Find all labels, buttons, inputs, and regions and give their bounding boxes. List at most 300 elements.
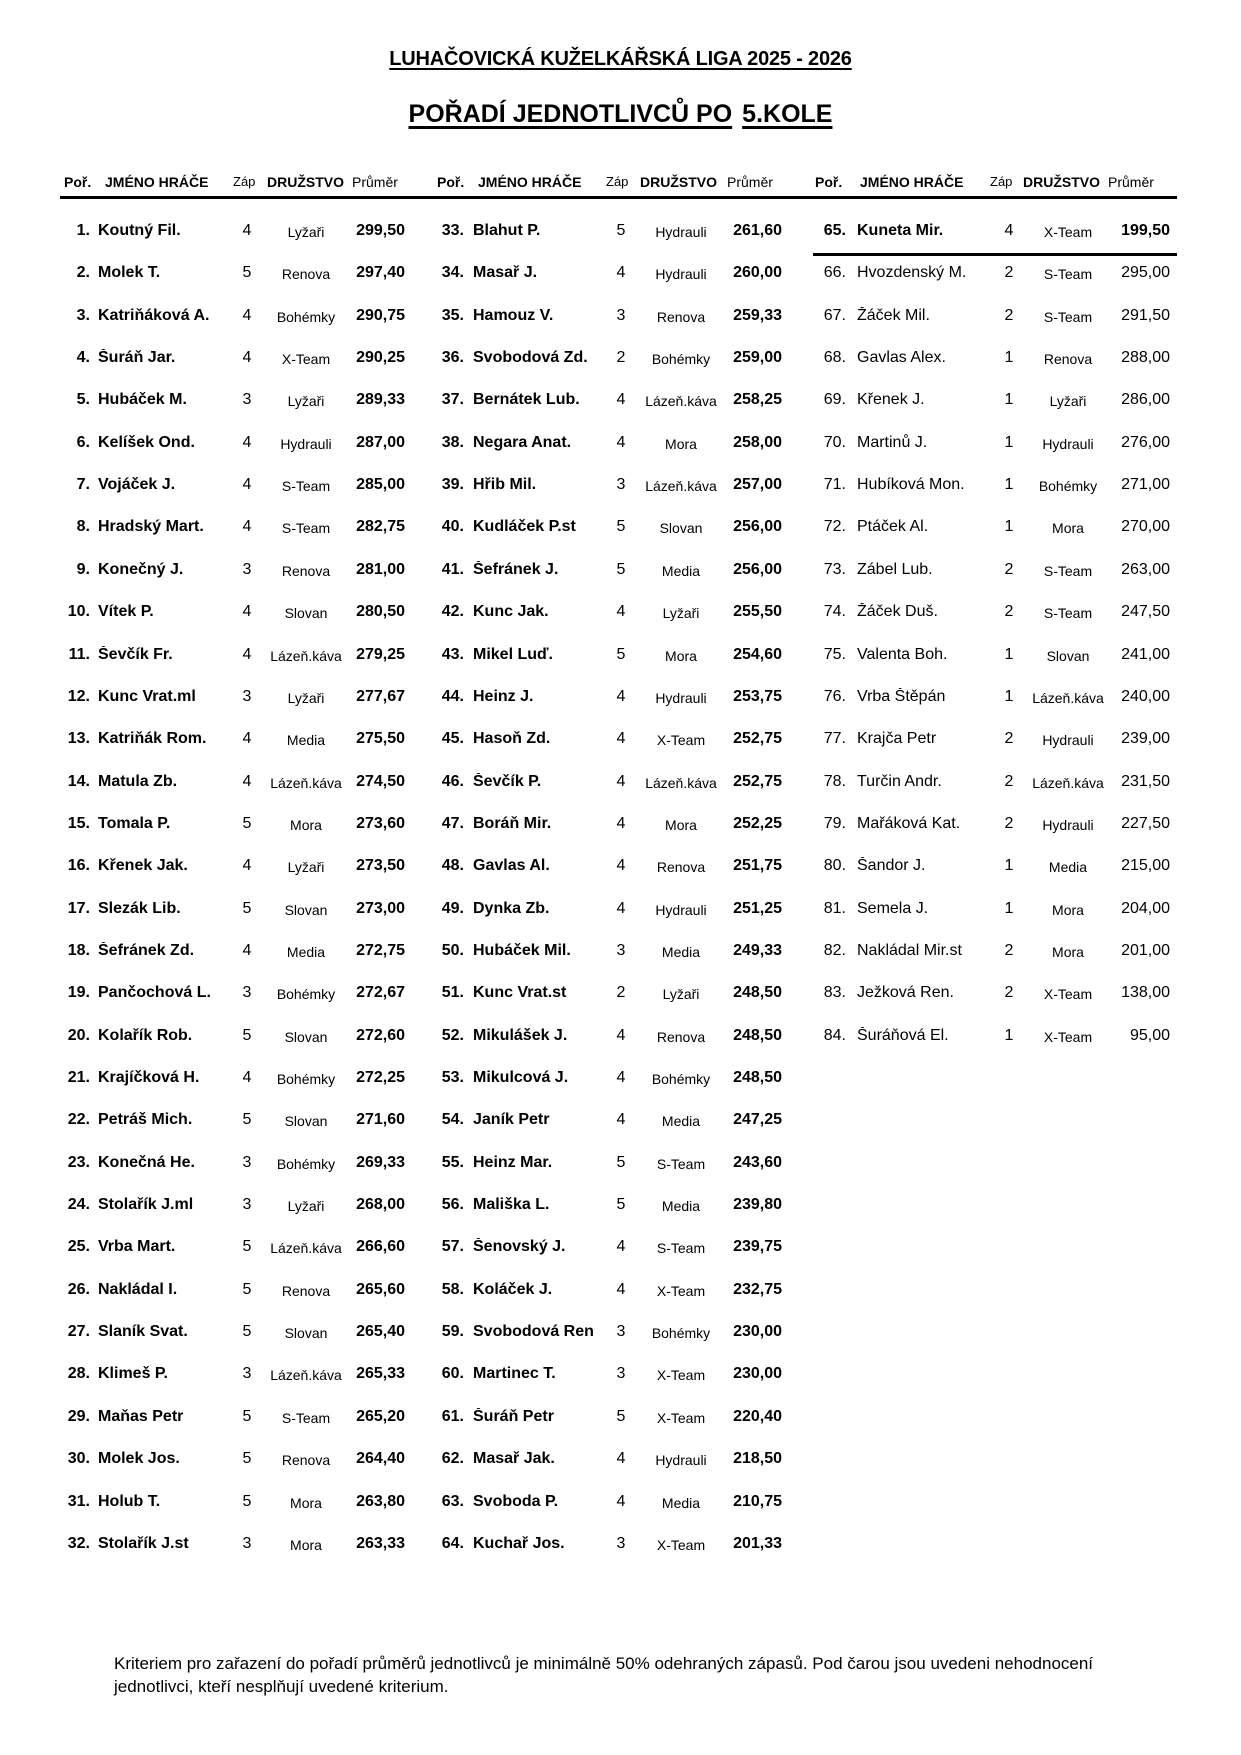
rank-cell: 30. xyxy=(67,1450,90,1468)
team-cell: Media xyxy=(661,1198,701,1215)
rank-cell: 12. xyxy=(67,687,90,705)
rank-cell: 60. xyxy=(441,1365,464,1383)
rank-cell: 73. xyxy=(823,560,846,578)
games-cell: 2 xyxy=(1004,772,1014,790)
team-cell: Hydrauli xyxy=(1042,732,1094,749)
average-cell: 259,33 xyxy=(733,306,782,324)
player-name: Konečný J. xyxy=(98,560,184,578)
team-cell: Media xyxy=(661,562,701,579)
games-cell: 3 xyxy=(242,1196,252,1214)
average-cell: 252,25 xyxy=(733,814,782,832)
table-row xyxy=(0,1111,1241,1135)
team-cell: Mora xyxy=(665,647,697,664)
player-name: Hamouz V. xyxy=(473,306,554,324)
games-cell: 5 xyxy=(616,560,626,578)
rank-cell: 48. xyxy=(441,857,464,875)
rank-cell: 20. xyxy=(67,1026,90,1044)
rank-cell: 68. xyxy=(823,349,846,367)
unranked-row xyxy=(0,561,1241,585)
average-cell: 232,75 xyxy=(733,1280,782,1298)
team-cell: Hydrauli xyxy=(655,901,707,918)
average-cell: 241,00 xyxy=(1121,645,1170,663)
games-cell: 3 xyxy=(616,1534,626,1552)
games-cell: 4 xyxy=(616,899,626,917)
header-rank: Poř. xyxy=(437,174,465,190)
header-games: Záp xyxy=(990,174,1013,189)
average-cell: 273,60 xyxy=(356,814,405,832)
team-cell: Hydrauli xyxy=(655,266,707,283)
table-row xyxy=(0,1323,1241,1347)
rank-cell: 21. xyxy=(67,1069,90,1086)
average-cell: 259,00 xyxy=(733,349,782,367)
unranked-row xyxy=(0,815,1241,839)
games-cell: 3 xyxy=(616,306,626,324)
player-name: Martinů J. xyxy=(857,433,928,451)
average-cell: 268,00 xyxy=(356,1196,405,1214)
team-cell: Mora xyxy=(665,435,697,452)
rank-cell: 53. xyxy=(441,1069,464,1086)
average-cell: 273,50 xyxy=(356,857,405,875)
rank-cell: 76. xyxy=(823,687,846,705)
team-cell: Mora xyxy=(290,1536,322,1553)
average-cell: 289,33 xyxy=(356,391,405,409)
average-cell: 276,00 xyxy=(1121,433,1170,451)
player-name: Stolařík J.st xyxy=(98,1534,189,1552)
team-cell: S-Team xyxy=(656,1155,706,1172)
header-name: JMÉNO HRÁČE xyxy=(478,174,582,190)
team-cell: S-Team xyxy=(1043,266,1093,283)
games-cell: 4 xyxy=(616,391,626,409)
player-name: Gavlas Alex. xyxy=(857,349,946,367)
games-cell: 4 xyxy=(242,603,252,621)
header-games: Záp xyxy=(233,174,256,189)
rank-cell: 26. xyxy=(67,1280,90,1298)
average-cell: 277,67 xyxy=(356,687,405,705)
header-average: Průměr xyxy=(1108,174,1154,190)
average-cell: 285,00 xyxy=(356,476,405,494)
table-row xyxy=(0,1493,1241,1517)
rank-cell: 27. xyxy=(67,1323,90,1341)
team-cell: Hydrauli xyxy=(655,689,707,706)
average-cell: 215,00 xyxy=(1121,857,1170,875)
average-cell: 265,33 xyxy=(356,1365,405,1383)
team-cell: Bohémky xyxy=(276,1071,336,1087)
player-name: Janík Petr xyxy=(473,1111,550,1129)
games-cell: 4 xyxy=(1004,222,1014,239)
games-cell: 3 xyxy=(242,391,252,409)
player-name: Vojáček J. xyxy=(98,476,176,494)
player-name: Šefránek J. xyxy=(473,560,559,578)
games-cell: 1 xyxy=(1004,899,1014,917)
team-cell: Renova xyxy=(1043,351,1093,368)
average-cell: 218,50 xyxy=(733,1450,782,1468)
player-name: Zábel Lub. xyxy=(857,560,933,578)
player-name: Šuráňová El. xyxy=(857,1026,949,1044)
player-name: Koutný Fil. xyxy=(98,222,181,239)
team-cell: Lyžaři xyxy=(1049,393,1087,410)
unranked-row xyxy=(0,264,1241,288)
player-name: Hradský Mart. xyxy=(98,518,204,536)
player-name: Mikulcová J. xyxy=(473,1069,569,1086)
games-cell: 4 xyxy=(616,603,626,621)
rank-cell: 80. xyxy=(823,857,846,875)
average-cell: 265,20 xyxy=(356,1407,405,1425)
rank-cell: 37. xyxy=(441,391,464,409)
games-cell: 5 xyxy=(242,1407,252,1425)
player-name: Žáček Duš. xyxy=(857,603,938,621)
player-name: Masař J. xyxy=(473,264,538,282)
team-cell: Mora xyxy=(665,816,697,833)
team-cell: Lázeň.káva xyxy=(645,774,717,791)
rank-cell: 5. xyxy=(76,391,90,409)
rank-cell: 7. xyxy=(76,476,90,494)
games-cell: 1 xyxy=(1004,391,1014,409)
header-rank: Poř. xyxy=(815,174,843,190)
unranked-row xyxy=(0,1027,1241,1051)
team-cell: Renova xyxy=(281,562,331,579)
average-cell: 290,25 xyxy=(356,349,405,367)
player-name: Katriňák Rom. xyxy=(98,730,207,748)
games-cell: 3 xyxy=(242,560,252,578)
team-cell: Slovan xyxy=(284,1113,328,1130)
average-cell: 260,00 xyxy=(733,264,782,282)
games-cell: 3 xyxy=(616,476,626,494)
average-cell: 210,75 xyxy=(733,1492,782,1510)
rank-cell: 10. xyxy=(67,603,90,621)
player-name: Klimeš P. xyxy=(98,1365,168,1383)
player-name: Valenta Boh. xyxy=(857,645,948,663)
average-cell: 249,33 xyxy=(733,941,782,959)
average-cell: 248,50 xyxy=(733,1026,782,1044)
rank-cell: 38. xyxy=(441,433,464,451)
team-cell: Bohémky xyxy=(276,308,336,325)
games-cell: 5 xyxy=(616,1196,626,1214)
player-name: Hubáček Mil. xyxy=(473,941,571,959)
games-cell: 2 xyxy=(1004,603,1014,621)
average-cell: 239,80 xyxy=(733,1196,782,1214)
qualification-cutoff-line xyxy=(813,253,1177,256)
team-cell: S-Team xyxy=(281,520,331,537)
average-cell: 248,50 xyxy=(733,1069,782,1086)
rank-cell: 50. xyxy=(441,941,464,959)
team-cell: X-Team xyxy=(656,1367,706,1384)
player-name: Katriňáková A. xyxy=(98,306,210,324)
rank-cell: 40. xyxy=(441,518,464,536)
player-name: Blahut P. xyxy=(473,222,541,239)
games-cell: 4 xyxy=(616,687,626,705)
rank-cell: 9. xyxy=(76,560,90,578)
games-cell: 5 xyxy=(242,1450,252,1468)
average-cell: 201,00 xyxy=(1121,941,1170,959)
header-average: Průměr xyxy=(727,174,773,190)
games-cell: 1 xyxy=(1004,1026,1014,1044)
average-cell: 266,60 xyxy=(356,1238,405,1256)
rank-cell: 42. xyxy=(441,603,464,621)
average-cell: 251,75 xyxy=(733,857,782,875)
games-cell: 5 xyxy=(242,1280,252,1298)
average-cell: 271,60 xyxy=(356,1111,405,1129)
header-games: Záp xyxy=(606,174,629,189)
rank-cell: 62. xyxy=(441,1450,464,1468)
standings-title-wrap xyxy=(0,100,1241,129)
games-cell: 2 xyxy=(1004,730,1014,748)
average-cell: 263,33 xyxy=(356,1534,405,1552)
header-name: JMÉNO HRÁČE xyxy=(860,174,964,190)
average-cell: 252,75 xyxy=(733,730,782,748)
team-cell: X-Team xyxy=(656,732,706,749)
games-cell: 2 xyxy=(616,984,626,1002)
league-title: LUHAČOVICKÁ KUŽELKÁŘSKÁ LIGA 2025 - 2026 xyxy=(389,48,852,70)
games-cell: 2 xyxy=(1004,984,1014,1002)
header-team: DRUŽSTVO xyxy=(640,174,717,190)
team-cell: Hydrauli xyxy=(655,1452,707,1469)
rank-cell: 67. xyxy=(823,306,846,324)
games-cell: 5 xyxy=(616,518,626,536)
average-cell: 204,00 xyxy=(1121,899,1170,917)
team-cell: Media xyxy=(1048,859,1088,876)
team-cell: Lázeň.káva xyxy=(270,774,342,791)
team-cell: X-Team xyxy=(656,1409,706,1426)
rank-cell: 33. xyxy=(441,222,464,239)
games-cell: 4 xyxy=(616,264,626,282)
team-cell: X-Team xyxy=(1043,986,1093,1003)
rank-cell: 65. xyxy=(823,222,846,239)
team-cell: Lázeň.káva xyxy=(645,478,717,495)
rank-cell: 3. xyxy=(76,306,90,324)
games-cell: 4 xyxy=(242,349,252,367)
team-cell: Hydrauli xyxy=(1042,435,1094,452)
player-name: Bernátek Lub. xyxy=(473,391,580,409)
rank-cell: 83. xyxy=(823,984,846,1002)
rank-cell: 82. xyxy=(823,941,846,959)
average-cell: 256,00 xyxy=(733,518,782,536)
average-cell: 272,25 xyxy=(356,1069,405,1086)
average-cell: 230,00 xyxy=(733,1323,782,1341)
games-cell: 4 xyxy=(242,476,252,494)
team-cell: Media xyxy=(661,1494,701,1511)
games-cell: 1 xyxy=(1004,349,1014,367)
games-cell: 4 xyxy=(242,941,252,959)
player-name: Vítek P. xyxy=(98,603,154,621)
header-name: JMÉNO HRÁČE xyxy=(105,174,209,190)
rank-cell: 14. xyxy=(67,772,90,790)
player-name: Pančochová L. xyxy=(98,984,211,1002)
games-cell: 3 xyxy=(616,1365,626,1383)
average-cell: 255,50 xyxy=(733,603,782,621)
games-cell: 4 xyxy=(242,222,252,239)
games-cell: 4 xyxy=(242,645,252,663)
team-cell: X-Team xyxy=(1043,224,1093,240)
player-name: Šandor J. xyxy=(857,857,926,875)
team-cell: Mora xyxy=(290,1494,322,1511)
games-cell: 4 xyxy=(242,1069,252,1086)
average-cell: 95,00 xyxy=(1129,1026,1170,1044)
games-cell: 1 xyxy=(1004,645,1014,663)
rank-cell: 71. xyxy=(823,476,846,494)
average-cell: 239,00 xyxy=(1121,730,1170,748)
games-cell: 1 xyxy=(1004,476,1014,494)
player-name: Tomala P. xyxy=(98,814,171,832)
games-cell: 4 xyxy=(616,1069,626,1086)
player-name: Ševčík P. xyxy=(473,772,542,790)
team-cell: Lyžaři xyxy=(287,1198,325,1215)
games-cell: 1 xyxy=(1004,433,1014,451)
team-cell: Lyžaři xyxy=(287,859,325,876)
average-cell: 297,40 xyxy=(356,264,405,282)
player-name: Kunc Vrat.ml xyxy=(98,687,196,705)
unranked-row xyxy=(0,773,1241,797)
average-cell: 220,40 xyxy=(733,1407,782,1425)
rank-cell: 55. xyxy=(441,1153,464,1171)
games-cell: 5 xyxy=(616,222,626,239)
rank-cell: 28. xyxy=(67,1365,90,1383)
rank-cell: 25. xyxy=(67,1238,90,1256)
team-cell: Mora xyxy=(1052,943,1084,960)
unranked-row xyxy=(0,307,1241,331)
rank-cell: 35. xyxy=(441,306,464,324)
footnote: Kriteriem pro zařazení do pořadí průměrů jednotlivců je minimálně 50% odehraných zápasů. Pod čarou jsou uvedeni nehodnocení jednotlivci, kteří nesplňují uvedené kriterium. xyxy=(114,1654,1094,1696)
rank-cell: 72. xyxy=(823,518,846,536)
rank-cell: 57. xyxy=(441,1238,464,1256)
average-cell: 240,00 xyxy=(1121,687,1170,705)
average-cell: 295,00 xyxy=(1121,264,1170,282)
table-row xyxy=(0,1450,1241,1474)
games-cell: 1 xyxy=(1004,518,1014,536)
team-cell: Lázeň.káva xyxy=(270,647,342,664)
average-cell: 230,00 xyxy=(733,1365,782,1383)
table-row xyxy=(0,1408,1241,1432)
rank-cell: 63. xyxy=(441,1492,464,1510)
average-cell: 272,75 xyxy=(356,941,405,959)
rank-cell: 18. xyxy=(67,941,90,959)
rank-cell: 69. xyxy=(823,391,846,409)
player-name: Turčin Andr. xyxy=(857,772,942,790)
average-cell: 265,60 xyxy=(356,1280,405,1298)
games-cell: 4 xyxy=(616,772,626,790)
rank-cell: 47. xyxy=(441,814,464,832)
games-cell: 5 xyxy=(616,1153,626,1171)
team-cell: X-Team xyxy=(656,1536,706,1553)
unranked-row xyxy=(0,349,1241,373)
player-name: Hubíková Mon. xyxy=(857,476,965,494)
team-cell: Hydrauli xyxy=(655,224,707,240)
average-cell: 253,75 xyxy=(733,687,782,705)
header-rank: Poř. xyxy=(64,174,92,190)
league-title-wrap xyxy=(0,48,1241,71)
rank-cell: 45. xyxy=(441,730,464,748)
games-cell: 5 xyxy=(242,264,252,282)
average-cell: 243,60 xyxy=(733,1153,782,1171)
unranked-row xyxy=(0,646,1241,670)
games-cell: 4 xyxy=(242,518,252,536)
player-name: Ševčík Fr. xyxy=(98,645,173,663)
games-cell: 2 xyxy=(1004,264,1014,282)
games-cell: 4 xyxy=(616,1280,626,1298)
unranked-row xyxy=(0,603,1241,627)
unranked-row xyxy=(0,942,1241,966)
average-cell: 258,25 xyxy=(733,391,782,409)
team-cell: Mora xyxy=(1052,901,1084,918)
average-cell: 299,50 xyxy=(356,222,405,239)
team-cell: S-Team xyxy=(281,1409,331,1426)
unranked-row xyxy=(0,688,1241,712)
team-cell: Lyžaři xyxy=(662,986,700,1003)
average-cell: 274,50 xyxy=(356,772,405,790)
team-cell: Mora xyxy=(290,816,322,833)
rank-cell: 1. xyxy=(76,222,90,239)
rank-cell: 39. xyxy=(441,476,464,494)
rank-cell: 75. xyxy=(823,645,846,663)
team-cell: S-Team xyxy=(656,1240,706,1257)
rank-cell: 13. xyxy=(67,730,90,748)
games-cell: 5 xyxy=(616,1407,626,1425)
table-row xyxy=(0,1196,1241,1220)
team-cell: Bohémky xyxy=(651,1325,711,1342)
player-name: Kunc Jak. xyxy=(473,603,549,621)
player-name: Molek Jos. xyxy=(98,1450,180,1468)
games-cell: 3 xyxy=(242,1153,252,1171)
player-name: Hřib Mil. xyxy=(473,476,537,494)
team-cell: Slovan xyxy=(284,605,328,622)
player-name: Masař Jak. xyxy=(473,1450,555,1468)
player-name: Kolařík Rob. xyxy=(98,1026,193,1044)
unranked-row xyxy=(0,391,1241,415)
table-row xyxy=(0,1238,1241,1262)
player-name: Boráň Mir. xyxy=(473,814,552,832)
rank-cell: 6. xyxy=(76,433,90,451)
rank-cell: 70. xyxy=(823,433,846,451)
player-name: Hubáček M. xyxy=(98,391,187,409)
team-cell: Slovan xyxy=(1046,647,1090,664)
games-cell: 2 xyxy=(1004,814,1014,832)
average-cell: 247,25 xyxy=(733,1111,782,1129)
player-name: Hvozdenský M. xyxy=(857,264,967,282)
team-cell: Media xyxy=(286,732,326,749)
player-name: Petráš Mich. xyxy=(98,1111,193,1129)
games-cell: 4 xyxy=(616,1450,626,1468)
player-name: Krajča Petr xyxy=(857,730,937,748)
header-average: Průměr xyxy=(352,174,398,190)
player-name: Slaník Svat. xyxy=(98,1323,188,1341)
team-cell: S-Team xyxy=(1043,605,1093,622)
player-name: Martinec T. xyxy=(473,1365,556,1383)
average-cell: 282,75 xyxy=(356,518,405,536)
player-name: Kudláček P.st xyxy=(473,518,576,536)
team-cell: Slovan xyxy=(659,520,703,537)
games-cell: 5 xyxy=(242,814,252,832)
average-cell: 263,00 xyxy=(1121,560,1170,578)
games-cell: 4 xyxy=(616,730,626,748)
header-divider xyxy=(60,196,1177,199)
team-cell: Lázeň.káva xyxy=(270,1367,342,1384)
games-cell: 4 xyxy=(616,1026,626,1044)
player-name: Hasoň Zd. xyxy=(473,730,551,748)
average-cell: 279,25 xyxy=(356,645,405,663)
average-cell: 275,50 xyxy=(356,730,405,748)
team-cell: Lyžaři xyxy=(662,605,700,622)
rank-cell: 8. xyxy=(76,518,90,536)
player-name: Stolařík J.ml xyxy=(98,1196,194,1214)
rank-cell: 11. xyxy=(68,645,90,663)
team-cell: Renova xyxy=(656,308,706,325)
team-cell: Renova xyxy=(281,1282,331,1299)
rank-cell: 24. xyxy=(67,1196,90,1214)
games-cell: 5 xyxy=(242,1111,252,1129)
games-cell: 3 xyxy=(242,984,252,1002)
player-name: Matula Zb. xyxy=(98,772,178,790)
player-name: Maňas Petr xyxy=(98,1407,184,1425)
team-cell: Renova xyxy=(281,266,331,283)
